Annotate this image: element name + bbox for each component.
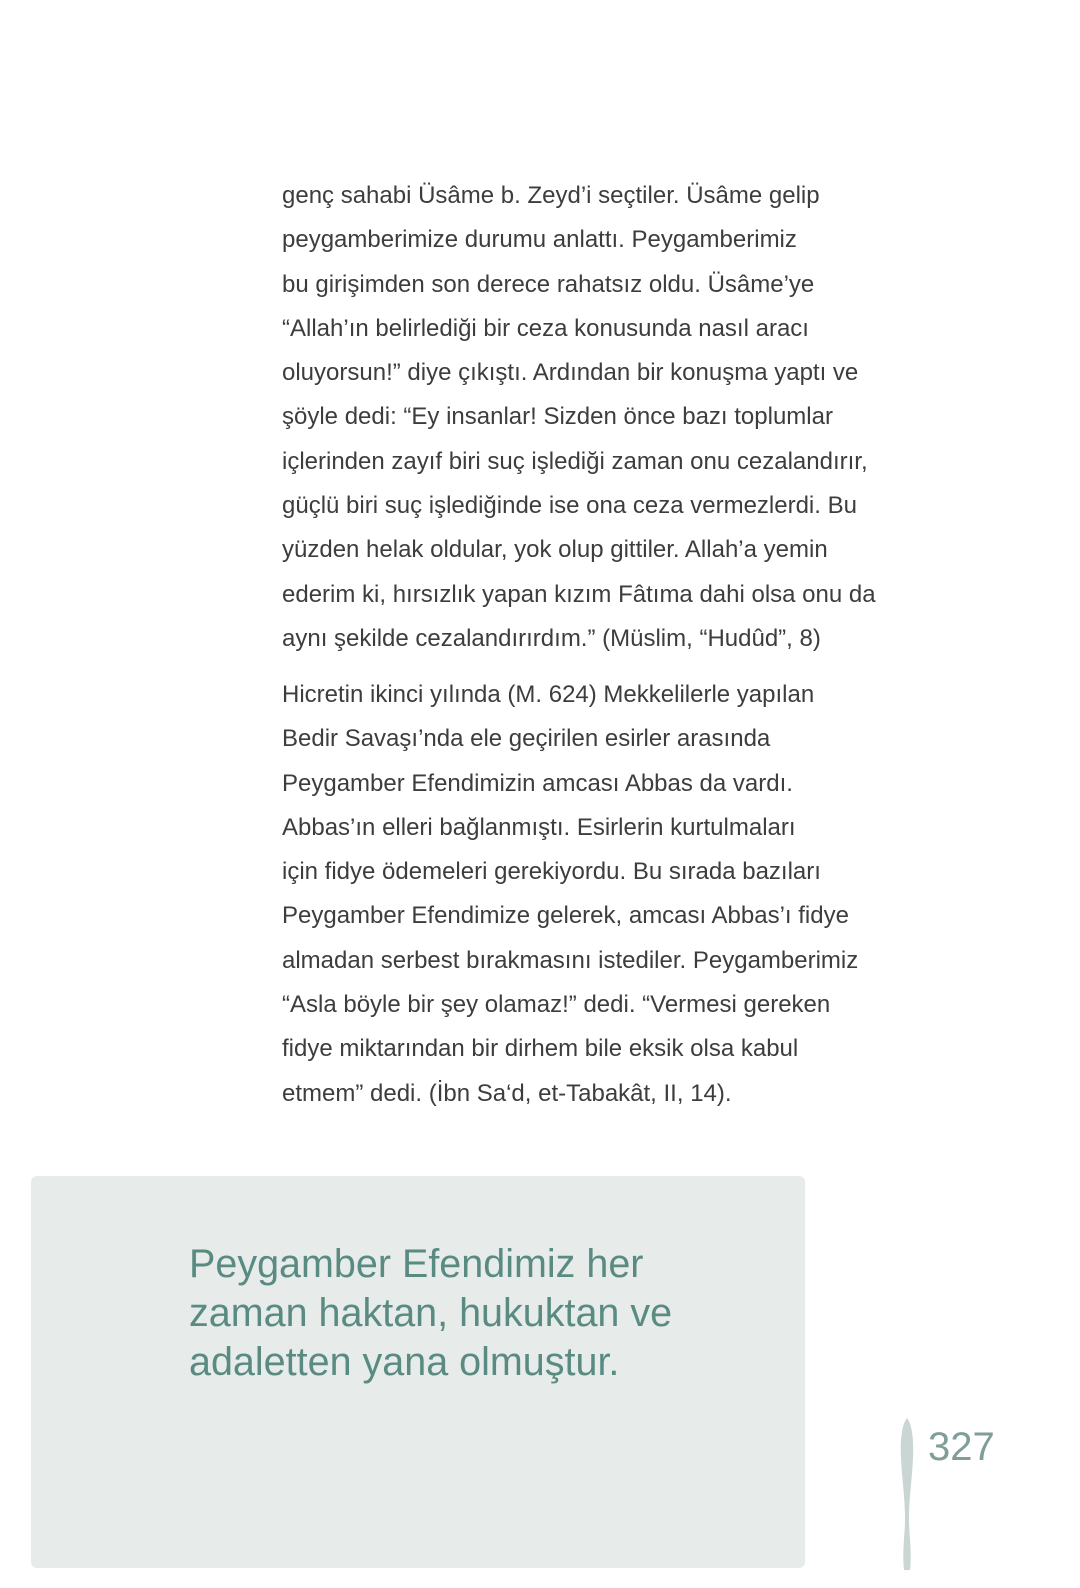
callout-line: zaman haktan, hukuktan ve [189,1291,673,1335]
body-line: almadan serbest bırakmasını istediler. Peygamberimiz [282,946,859,974]
body-line: etmem” dedi. (İbn Sa‘d, et-Tabakât, II, 14). [282,1079,732,1107]
body-line: oluyorsun!” diye çıkıştı. Ardından bir konuşma yaptı ve [282,359,859,387]
page-number: 327 [928,1425,995,1469]
body-line: güçlü biri suç işlediğinde ise ona ceza vermezlerdi. Bu [282,492,857,520]
ornament-shape [901,1418,914,1570]
body-line: Hicretin ikinci yılında (M. 624) Mekkelilerle yapılan [282,681,815,708]
body-line: peygamberimize durumu anlattı. Peygamberimiz [282,226,797,254]
body-line: ederim ki, hırsızlık yapan kızım Fâtıma dahi olsa onu da [282,580,876,608]
body-line: Abbas’ın elleri bağlanmıştı. Esirlerin kurtulmaları [282,813,796,841]
callout-line: adaletten yana olmuştur. [189,1340,620,1384]
callout-box [31,1176,805,1568]
body-line: “Allah’ın belirlediği bir ceza konusunda nasıl aracı [282,314,809,342]
callout-quote [189,1240,672,1387]
body-paragraph [282,174,876,661]
page-number-ornament [896,1418,918,1570]
body-line: fidye miktarından bir dirhem bile eksik olsa kabul [282,1035,799,1063]
body-line: için fidye ödemeleri gerekiyordu. Bu sırada bazıları [282,858,821,886]
body-paragraph [282,673,858,1116]
body-line: bu girişimden son derece rahatsız oldu. Üsâme’ye [282,270,815,298]
body-line: Peygamber Efendimizin amcası Abbas da vardı. [282,769,793,797]
body-line: “Asla böyle bir şey olamaz!” dedi. “Vermesi gereken [282,991,831,1019]
body-line: Peygamber Efendimize gelerek, amcası Abbas’ı fidye [282,902,849,930]
body-line: yüzden helak oldular, yok olup gittiler. Allah’a yemin [282,536,828,564]
body-line: Bedir Savaşı’nda ele geçirilen esirler arasında [282,725,771,753]
body-line: genç sahabi Üsâme b. Zeyd’i seçtiler. Üsâme gelip [282,182,820,209]
body-line: şöyle dedi: “Ey insanlar! Sizden önce bazı toplumlar [282,403,833,431]
callout-line: Peygamber Efendimiz her [189,1242,644,1286]
body-line: aynı şekilde cezalandırırdım.” (Müslim, “Hudûd”, 8) [282,624,821,652]
body-line: içlerinden zayıf biri suç işlediği zaman onu cezalandırır, [282,447,868,475]
